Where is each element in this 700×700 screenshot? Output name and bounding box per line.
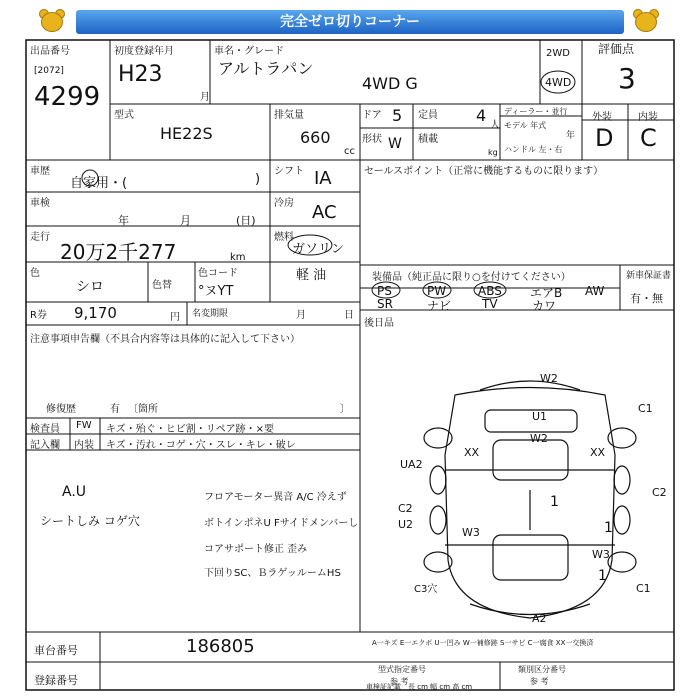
diagram-mark: C1 — [638, 402, 653, 415]
cert-sub: 参 考 — [390, 677, 409, 686]
fuel-alt: 軽 油 — [296, 268, 327, 283]
drive-value: 4WD — [545, 76, 572, 89]
rating-ext: D — [595, 124, 614, 152]
dimensions-value: 長 cm 幅 cm 高 cm — [408, 683, 473, 691]
displacement-value: 660 — [300, 128, 331, 147]
repair-close: 〕 — [340, 404, 350, 415]
lot-sub: [2072] — [34, 66, 64, 76]
handwritten-note: シートしみ コゲ穴 — [40, 514, 140, 528]
notes-label: 注意事項申告欄（不具合内容等は具体的に記入して下さい） — [30, 334, 300, 345]
car-name-label: 車名・グレード — [214, 46, 284, 57]
diagram-mark: W3 — [592, 548, 610, 561]
equipment-sr: SR — [377, 297, 393, 311]
interior-label: 内装 — [74, 440, 94, 451]
diagram-mark: XX — [464, 446, 480, 459]
handwritten-note: A.U — [62, 484, 87, 500]
diagram-mark: W2 — [540, 372, 558, 385]
aircon-label: 冷房 — [274, 198, 294, 209]
color-code: °ヌYT — [198, 284, 234, 299]
dealer-handle: ハンドル 左・右 — [504, 145, 563, 154]
fuel-value: ガソリン — [292, 242, 345, 257]
load-label: 積載 — [418, 134, 438, 145]
equipment-navi: ナビ — [427, 299, 452, 313]
drive-label: 2WD — [546, 48, 570, 59]
registration-no-label: 登録番号 — [34, 674, 78, 687]
equipment-pw: PW — [427, 284, 447, 298]
shift-label: シフト — [274, 166, 304, 177]
load-unit: kg — [488, 148, 498, 157]
handwritten-note: 下回りSC、ＢラゲッルームHS — [204, 568, 341, 579]
aircon-value: AC — [312, 202, 337, 223]
repair-note: 〔箇所 — [128, 404, 158, 415]
history-close: ) — [255, 172, 261, 187]
entry-label: 記入欄 — [30, 440, 60, 451]
capacity-label: 定員 — [418, 110, 438, 121]
registration-label: 初度登録年月 — [114, 46, 174, 57]
chassis-label: 車台番号 — [34, 644, 78, 657]
history-label: 車歴 — [30, 166, 50, 177]
diagram-mark: A2 — [532, 612, 547, 625]
displacement-unit: cc — [344, 146, 355, 157]
inspection-label: 車検 — [30, 198, 50, 209]
diagram-mark: C2 — [398, 502, 413, 515]
equipment-tv: TV — [482, 297, 498, 311]
capacity-unit: 人 — [490, 120, 500, 131]
color-value: シロ — [76, 279, 104, 295]
dealer-year-unit: 年 — [566, 131, 576, 141]
diagram-mark: 1 — [598, 568, 607, 584]
mileage-value: 20万2千277 — [60, 240, 177, 264]
rating-int-label: 内装 — [638, 112, 658, 123]
category-sub: 参 考 — [530, 677, 549, 686]
doors-label: ドア — [362, 110, 382, 121]
shape-label: 形状 — [362, 134, 382, 145]
displacement-label: 排気量 — [274, 110, 304, 121]
mileage-unit: km — [230, 252, 246, 263]
car-grade: 4WD G — [362, 74, 418, 93]
registration-month-unit: 月 — [200, 92, 210, 103]
checker-fw: FW — [76, 420, 92, 431]
name-change-day: 日 — [344, 310, 354, 321]
doors-value: 5 — [392, 106, 403, 125]
header-title: 完全ゼロ切りコーナー — [76, 10, 624, 34]
dealer-model-year: モデル 年式 — [504, 121, 547, 130]
diagram-mark: U2 — [398, 518, 414, 531]
equipment-label: 装備品（純正品に限り○を付けてください） — [372, 272, 571, 283]
capacity-value: 4 — [476, 106, 487, 125]
dealer-label: ディーラー・並行 — [504, 107, 568, 116]
handwritten-note: コアサポート修正 歪み — [204, 544, 308, 555]
tax-label: 新車保証書 — [626, 271, 672, 281]
diagram-mark: W2 — [530, 432, 548, 445]
tax-value: 有・無 — [630, 292, 663, 305]
equipment-leather: カワ — [532, 299, 557, 313]
diagram-mark: W3 — [462, 526, 480, 539]
repair-label: 修復歴 — [46, 404, 76, 415]
rating-score: 3 — [618, 62, 636, 95]
diagram-mark: 1 — [604, 520, 613, 536]
sales-point-label: セールスポイント（正常に機能するものに限ります） — [364, 166, 604, 177]
color-label: 色 — [30, 268, 40, 279]
rating-int: C — [640, 124, 657, 152]
color-code-label: 色コード — [198, 268, 238, 279]
handwritten-note: ボトインポネU Fサイドメンバーし — [204, 518, 359, 529]
inspection-month: 月 — [180, 214, 191, 227]
diagram-mark: C2 — [652, 486, 667, 499]
model-value: HE22S — [160, 124, 213, 143]
checker-label: 検査員 — [30, 424, 60, 435]
equipment-airbag: エアB — [530, 286, 563, 300]
category-label: 類別区分番号 — [518, 665, 566, 674]
diagram-mark: U1 — [532, 410, 548, 423]
inspection-year: 年 — [118, 214, 129, 227]
rating-label: 評価点 — [598, 42, 635, 56]
shape-value: W — [388, 136, 402, 152]
diagram-mark: 1 — [550, 494, 559, 510]
lot-number: 4299 — [34, 82, 101, 112]
diagram-mark: C1 — [636, 582, 651, 595]
diagram-mark: XX — [590, 446, 606, 459]
recycle-value: 9,170 — [74, 304, 117, 322]
chassis-value: 186805 — [186, 636, 255, 657]
equipment-ps: PS — [377, 284, 392, 298]
model-label: 型式 — [114, 110, 134, 121]
cert-label: 型式指定番号 — [378, 665, 426, 674]
handwritten-note: フロアモーター異音 A/C 冷えず — [204, 492, 347, 503]
recycle-unit: 円 — [170, 312, 180, 323]
rear-seat-label: 後日品 — [364, 318, 394, 329]
inspection-day: (日) — [236, 214, 256, 227]
registration-value: H23 — [118, 62, 163, 87]
mileage-label: 走行 — [30, 232, 50, 243]
diagram-mark: C3穴 — [414, 584, 438, 595]
lot-label: 出品番号 — [30, 46, 70, 57]
diagram-mark: UA2 — [400, 458, 423, 471]
shift-value: IA — [314, 168, 332, 189]
damage-legend: A一キズ E一エクボ U一凹み W一補修跡 S一サビ C一腐食 XX一交換済 — [372, 639, 594, 647]
color-change-label: 色替 — [152, 280, 172, 291]
repair-value: 有 — [110, 404, 120, 415]
equipment-aw: AW — [585, 284, 605, 298]
name-change-label: 名変期限 — [192, 309, 229, 319]
name-change-month: 月 — [296, 310, 306, 321]
car-name: アルトラパン — [218, 59, 314, 78]
equipment-abs: ABS — [478, 284, 502, 298]
recycle-label: R券 — [30, 310, 47, 321]
history-value: 自家用・( — [70, 176, 128, 191]
interior-items: キズ・汚れ・コゲ・穴・スレ・キレ・破レ — [106, 440, 296, 451]
rating-ext-label: 外装 — [592, 112, 612, 123]
fuel-label: 燃料 — [274, 232, 294, 243]
dimensions-label: 車検証記載 — [366, 683, 401, 691]
checker-fw-items: キズ・殆ぐ・ヒビ割・リペア跡・×要 — [106, 424, 274, 435]
